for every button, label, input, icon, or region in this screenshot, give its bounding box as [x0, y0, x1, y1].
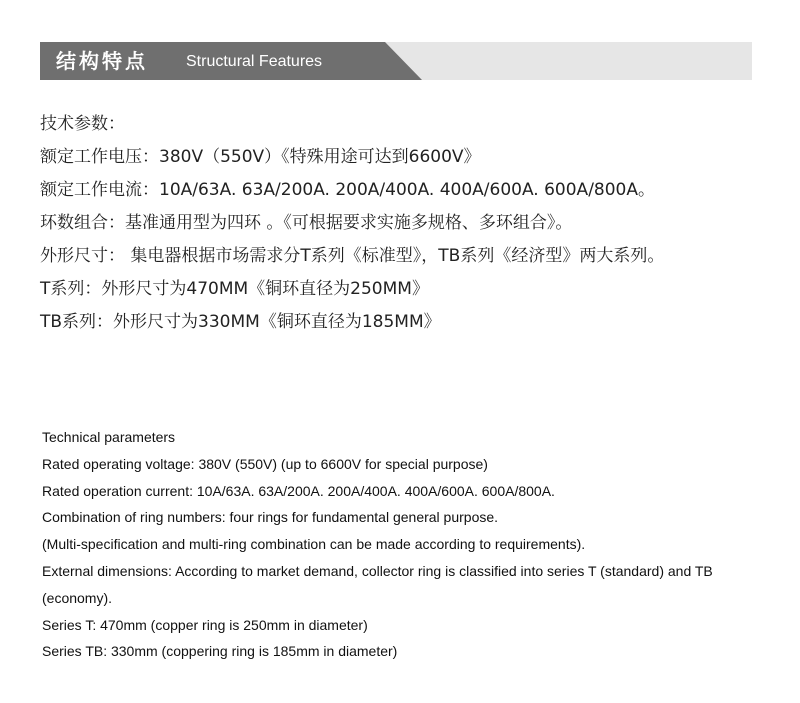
section-title-cn: 结构特点	[56, 49, 148, 73]
cn-spec-series-tb: TB系列：外形尺寸为330MM《铜环直径为185MM》	[40, 312, 441, 332]
en-spec-ring-combination: Combination of ring numbers: four rings for fundamental general purpose.	[42, 509, 499, 526]
english-specs	[42, 424, 756, 665]
section-title-en: Structural Features	[186, 53, 323, 70]
cn-spec-series-t: T系列：外形尺寸为470MM《铜环直径为250MM》	[40, 279, 429, 299]
chinese-specs	[40, 108, 756, 339]
cn-spec-voltage: 额定工作电压：380V（550V）《特殊用途可达到6600V》	[40, 147, 481, 167]
cn-spec-dimensions: 外形尺寸： 集电器根据市场需求分T系列《标准型》，TB系列《经济型》两大系列。	[40, 246, 665, 266]
en-spec-dimensions: External dimensions: According to market demand, collector ring is classified into series T (standard) and TB (economy).	[42, 562, 713, 606]
section-header	[40, 42, 752, 80]
en-spec-multi-spec-note: (Multi-specification and multi-ring combination can be made according to requirements).	[42, 536, 586, 553]
en-spec-heading: Technical parameters	[42, 429, 176, 445]
cn-spec-current: 额定工作电流：10A/63A. 63A/200A. 200A/400A. 400A/600A. 600A/800A。	[40, 180, 655, 200]
cn-spec-ring-combination: 环数组合：基准通用型为四环 。《可根据要求实施多规格、多环组合》。	[40, 213, 573, 233]
en-spec-current: Rated operation current: 10A/63A. 63A/200A. 200A/400A. 400A/600A. 600A/800A.	[42, 482, 555, 499]
en-spec-series-t: Series T: 470mm (copper ring is 250mm in diameter)	[42, 616, 368, 633]
en-spec-voltage: Rated operating voltage: 380V (550V) (up to 6600V for special purpose)	[42, 455, 488, 472]
cn-spec-heading: 技术参数：	[40, 114, 125, 134]
en-spec-series-tb: Series TB: 330mm (coppering ring is 185mm in diameter)	[42, 643, 398, 660]
